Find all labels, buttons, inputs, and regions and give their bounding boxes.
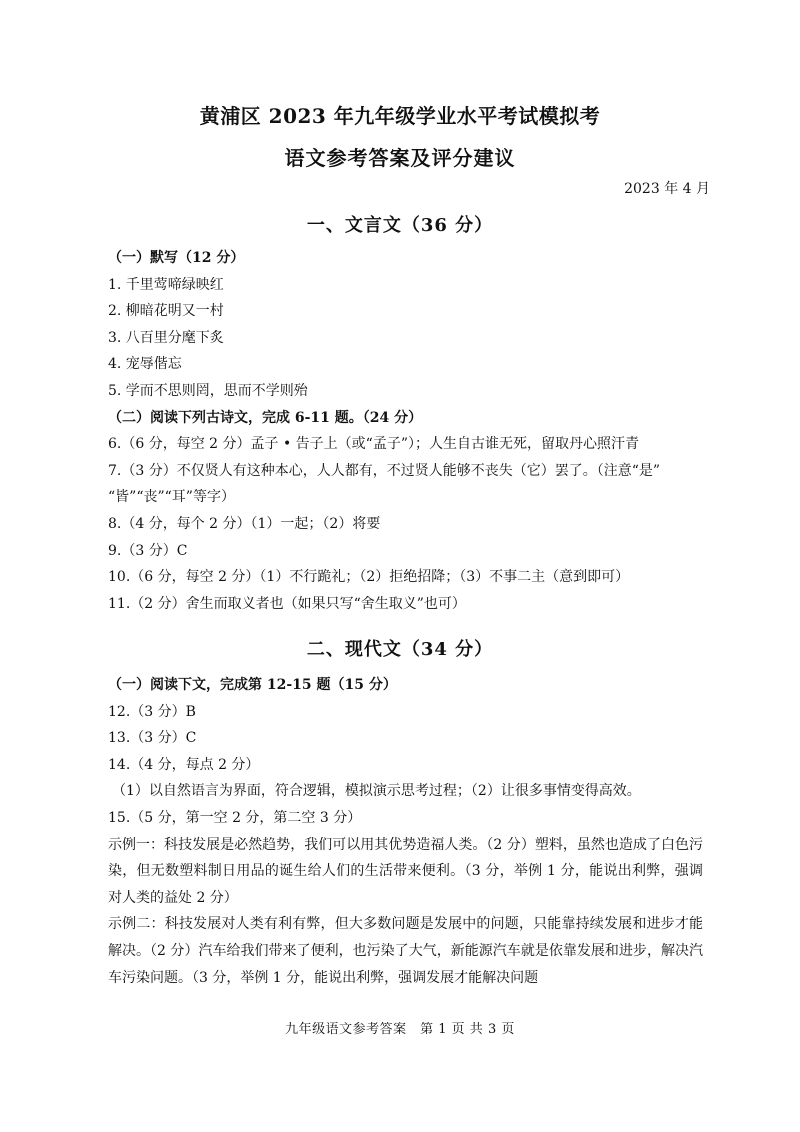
answer-item: 12.（3 分）B — [108, 703, 196, 720]
answer-item: 15.（5 分，第一空 2 分，第二空 3 分） — [108, 809, 362, 826]
answer-item: 4. 宠辱偕忘 — [108, 356, 182, 373]
answer-item-detail: （1）以自然语言为界面，符合逻辑，模拟演示思考过程；（2）让很多事情变得高效。 — [112, 783, 641, 800]
answer-item: 8.（4 分，每个 2 分）（1）一起；（2）将要 — [108, 515, 381, 532]
document-title: 黄浦区 2023 年九年级学业水平考试模拟考 — [199, 104, 601, 128]
answer-item: 10.（6 分，每空 2 分）（1）不行跪礼；（2）拒绝招降；（3）不事二主（意到即可） — [108, 569, 630, 586]
answer-item: 13.（3 分）C — [108, 730, 197, 747]
part-heading-modern-reading: （一）阅读下文，完成第 12-15 题（15 分） — [108, 677, 397, 693]
section-classical-chinese-body — [108, 245, 703, 617]
answer-item: 5. 学而不思则罔，思而不学则殆 — [108, 382, 308, 399]
answer-item: 11.（2 分）舍生而取义者也（如果只写“舍生取义”也可） — [108, 595, 466, 612]
answer-item: 9.（3 分）C — [108, 542, 188, 559]
answer-item: 7.（3 分）不仅贤人有这种本心，人人都有，不过贤人能够不丧失（它）罢了。（注意“是” — [108, 462, 661, 479]
answer-example-one: 示例一：科技发展是必然趋势，我们可以用其优势造福人类。（2 分）塑料，虽然也造成了白色污染，但无数塑料制日用品的诞生给人们的生活带来便利。（3 分，举例 1 分，能说出利弊，强调对人类的益处 2 分） — [108, 836, 703, 906]
answer-item: 6.（6 分，每空 2 分）孟子 • 告子上（或“孟子”）；人生自古谁无死，留取丹心照汗青 — [108, 436, 639, 453]
answer-item: 3. 八百里分麾下炙 — [108, 329, 224, 346]
document-date: 2023 年 4 月 — [624, 181, 710, 197]
answer-item: 2. 柳暗花明又一村 — [108, 303, 224, 320]
answer-item: 1. 千里莺啼绿映红 — [108, 276, 224, 293]
section-modern-chinese-body — [108, 672, 703, 991]
answer-item: 14.（4 分，每点 2 分） — [108, 756, 260, 773]
section-heading-classical-chinese: 一、文言文（36 分） — [306, 215, 494, 236]
answer-example-two: 示例二：科技发展对人类有利有弊，但大多数问题是发展中的问题，只能靠持续发展和进步才能解决。（2 分）汽车给我们带来了便利，也污染了大气，新能源汽车就是依靠发展和进步，解决汽车污染问题。（3 分，举例 1 分，能说出利弊，强调发展才能解决问题 — [108, 916, 703, 986]
answer-item-continued: “皆”“丧”“耳”等字） — [108, 489, 235, 506]
page-footer: 九年级语文参考答案 第 1 页 共 3 页 — [285, 1022, 515, 1037]
section-heading-modern-chinese: 二、现代文（34 分） — [306, 639, 494, 660]
document-subtitle: 语文参考答案及评分建议 — [284, 146, 516, 170]
part-heading-dictation: （一）默写（12 分） — [108, 250, 245, 266]
part-heading-poetry-reading: （二）阅读下列古诗文，完成 6-11 题。（24 分） — [108, 409, 423, 426]
